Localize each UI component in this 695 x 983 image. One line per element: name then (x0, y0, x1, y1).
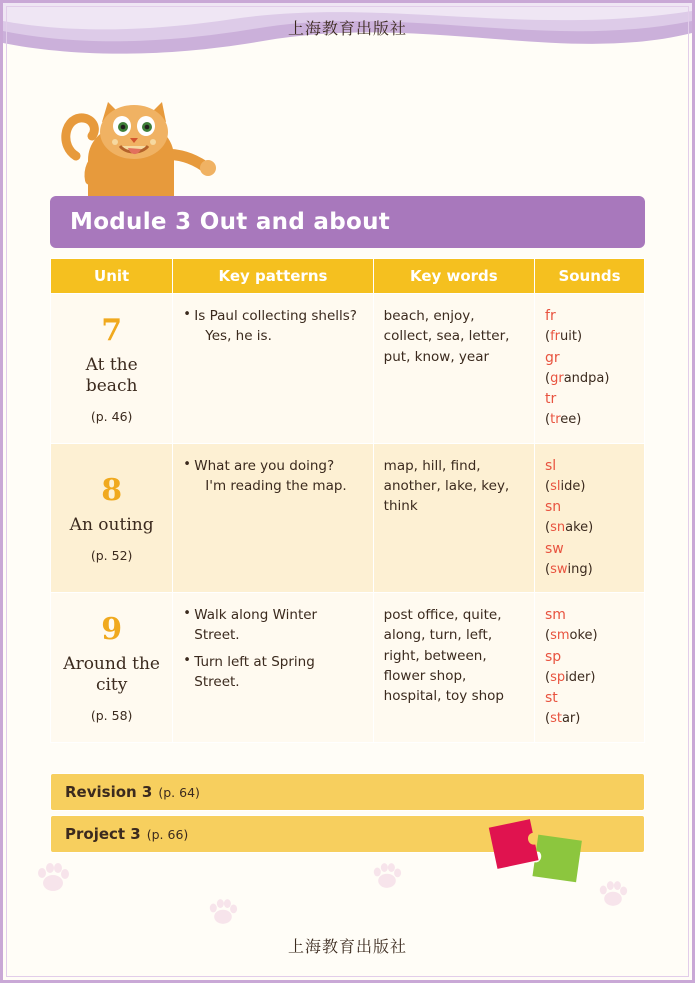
unit-cell (51, 593, 173, 743)
module-contents-table (50, 258, 645, 743)
sound-item (545, 605, 634, 646)
unit-name: Around the city (63, 654, 160, 696)
sounds-cell (535, 294, 645, 444)
sound-cluster: sn (545, 499, 562, 515)
sound-cluster: sw (545, 540, 564, 557)
paw-print-icon (372, 862, 402, 889)
sound-example: (smoke) (545, 628, 598, 643)
column-header-key-patterns: Key patterns (173, 259, 373, 294)
sounds-cell (535, 443, 645, 593)
sound-cluster: sp (545, 648, 562, 665)
table-header-row (51, 259, 645, 294)
sound-item (545, 539, 634, 580)
sound-item (545, 306, 634, 347)
column-header-key-words: Key words (373, 259, 534, 294)
sound-example: (swing) (545, 561, 593, 577)
paw-print-icon (36, 862, 70, 892)
sound-example: (slide) (545, 478, 586, 494)
key-pattern-item (183, 306, 362, 347)
cat-illustration (58, 96, 228, 206)
key-words-cell: post office, quite, along, turn, left, right, between, flower shop, hospital, toy shop (373, 593, 534, 743)
key-words-cell: beach, enjoy, collect, sea, letter, put, know, year (373, 294, 534, 444)
sound-cluster: sl (545, 457, 557, 474)
sound-item (545, 389, 634, 430)
sound-cluster: fr (545, 308, 556, 324)
module-title: Module 3 Out and about (70, 209, 391, 235)
project-page-ref: (p. 66) (146, 826, 189, 842)
column-header-unit: Unit (51, 259, 173, 294)
sound-example: (star) (545, 711, 581, 726)
paw-print-icon (598, 880, 628, 907)
table-row (51, 593, 645, 743)
key-patterns-cell (173, 593, 373, 743)
sound-example: (grandpa) (545, 370, 610, 386)
unit-cell (51, 443, 173, 593)
table-row (51, 443, 645, 593)
revision-bar (50, 773, 645, 811)
publisher-header: 上海教育出版社 (287, 19, 407, 38)
unit-number: 9 (101, 612, 123, 648)
unit-page-ref: (p. 58) (90, 707, 133, 723)
unit-name: At the beach (85, 355, 138, 397)
sound-item (545, 456, 634, 497)
module-title-bar (50, 196, 645, 248)
sound-example: (fruit) (545, 329, 583, 344)
paw-print-icon (208, 898, 238, 925)
column-header-sounds: Sounds (535, 259, 645, 294)
project-title: Project 3 (65, 825, 141, 843)
sounds-cell (535, 593, 645, 743)
top-decorative-band (3, 3, 692, 75)
key-words-cell: map, hill, find, another, lake, key, think (373, 443, 534, 593)
puzzle-pieces-illustration (483, 812, 593, 892)
unit-name: An outing (69, 515, 154, 536)
key-pattern-item (183, 456, 362, 497)
key-pattern-item: • Walk along Winter Street. (183, 605, 362, 646)
sound-example: (spider) (545, 669, 596, 685)
key-pattern-item: • Turn left at Spring Street. (183, 652, 362, 693)
sound-item (545, 348, 634, 389)
revision-title: Revision 3 (65, 783, 153, 801)
key-pattern-line1: Is Paul collecting shells? (194, 308, 357, 324)
key-patterns-cell (173, 443, 373, 593)
sound-cluster: sm (545, 607, 566, 623)
unit-page-ref: (p. 52) (90, 547, 133, 563)
sound-example: (snake) (545, 520, 594, 535)
key-pattern-line1: What are you doing? (194, 457, 335, 474)
sound-cluster: tr (545, 391, 557, 407)
key-pattern-line2: I'm reading the map. (205, 477, 347, 494)
sound-item (545, 497, 634, 538)
unit-number: 7 (101, 313, 123, 349)
sound-item (545, 647, 634, 688)
revision-page-ref: (p. 64) (158, 784, 200, 800)
table-row (51, 294, 645, 444)
sound-cluster: st (545, 690, 558, 706)
key-pattern-line2: Yes, he is. (205, 328, 272, 345)
unit-page-ref: (p. 46) (90, 408, 133, 424)
key-patterns-cell (173, 294, 373, 444)
sound-cluster: gr (545, 349, 560, 366)
sound-item (545, 688, 634, 729)
publisher-footer: 上海教育出版社 (287, 937, 407, 956)
unit-cell (51, 294, 173, 444)
unit-number: 8 (101, 473, 123, 509)
sound-example: (tree) (545, 412, 582, 427)
